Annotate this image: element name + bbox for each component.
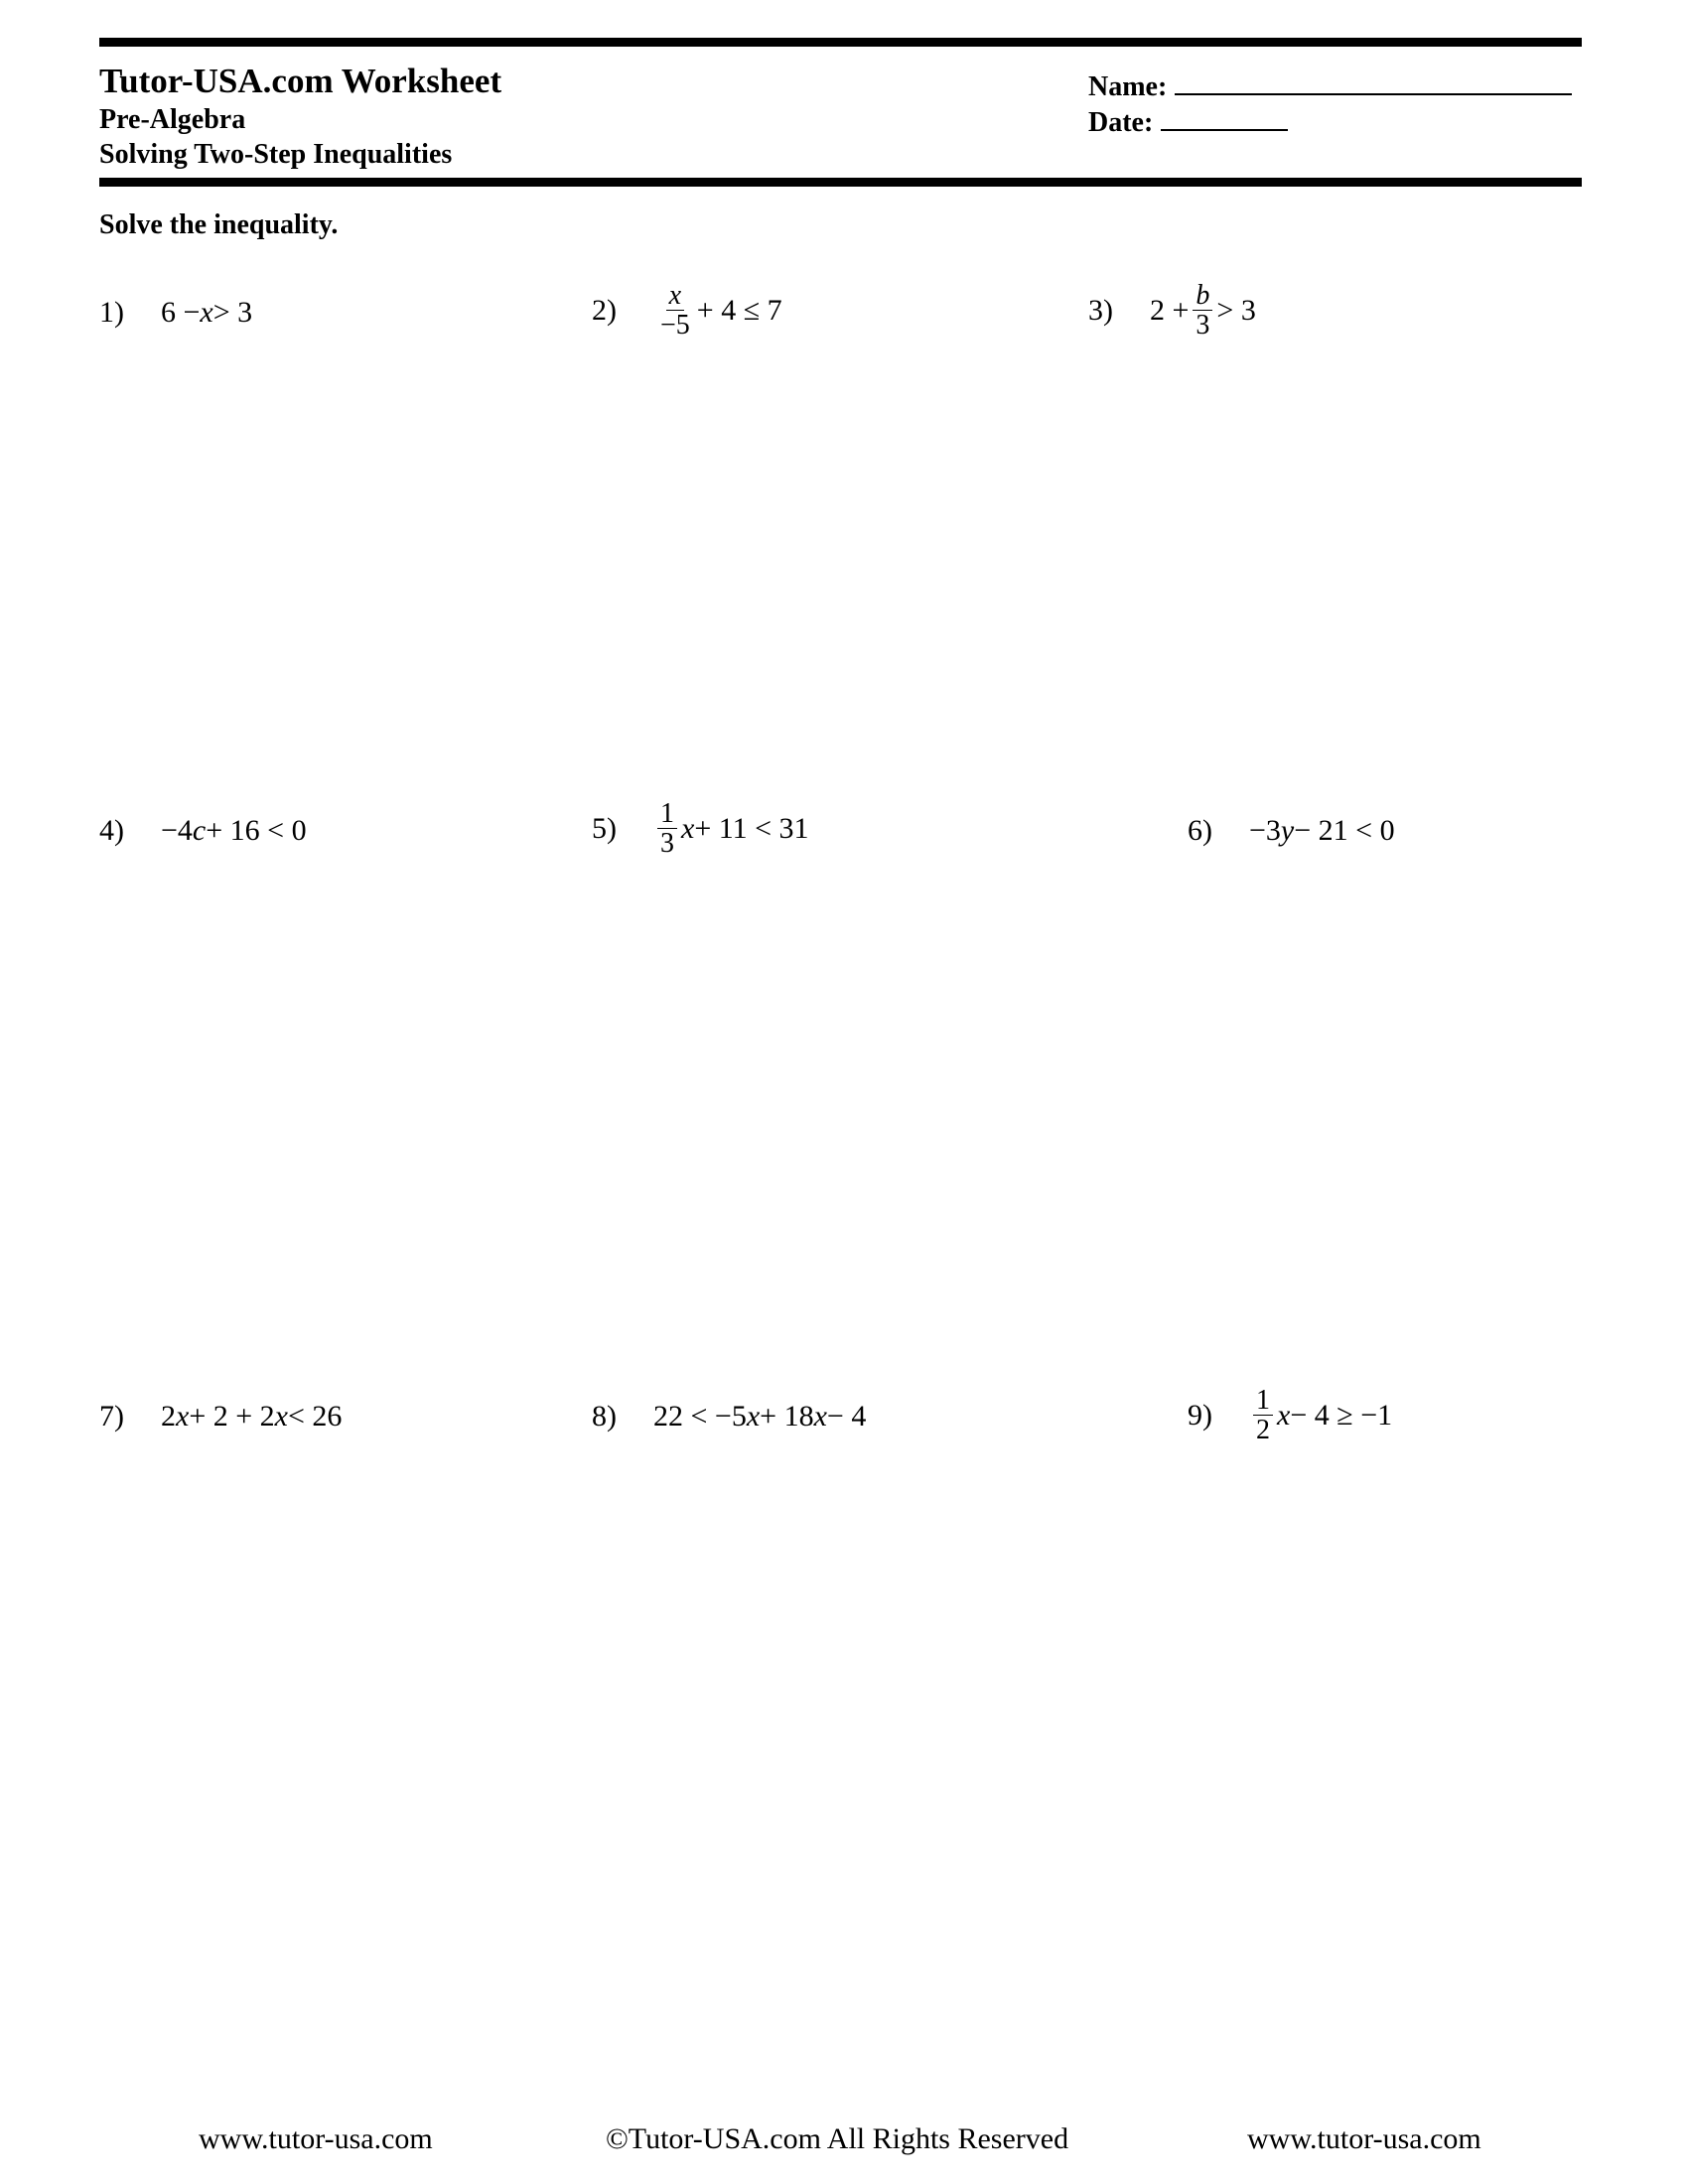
problem-expression <box>653 281 782 341</box>
fraction <box>1193 281 1212 341</box>
expr-variable: x <box>681 811 695 845</box>
expr-part: < 26 <box>288 1400 343 1433</box>
problem-6 <box>1188 816 1395 846</box>
expr-part: 2 + <box>1150 293 1190 327</box>
expr-part: − 4 <box>826 1400 867 1433</box>
problem-expression <box>161 816 307 846</box>
problem-expression <box>161 1402 342 1432</box>
expr-variable: y <box>1280 814 1295 847</box>
fraction-numerator: b <box>1193 281 1212 311</box>
expr-variable: x <box>200 296 213 329</box>
problem-number: 5) <box>592 811 617 845</box>
problem-expression <box>1249 816 1395 846</box>
expr-variable: x <box>746 1400 761 1433</box>
name-label: Name: <box>1088 71 1168 102</box>
problem-expression <box>1150 281 1256 341</box>
expr-part: − 4 ≥ −1 <box>1290 1398 1393 1432</box>
problem-9 <box>1188 1386 1392 1445</box>
worksheet-title: Tutor-USA.com Worksheet <box>99 62 502 100</box>
expr-part: > 3 <box>212 296 253 329</box>
problem-4 <box>99 816 307 846</box>
problem-1 <box>99 298 252 328</box>
fraction-denominator: 3 <box>660 828 674 860</box>
name-field <box>1088 71 1572 101</box>
date-blank[interactable] <box>1161 107 1288 131</box>
problem-number: 6) <box>1188 814 1212 847</box>
header-top-rule <box>99 38 1582 47</box>
expr-part: 6 − <box>161 296 201 329</box>
fraction-denominator: 2 <box>1256 1415 1270 1446</box>
problem-expression <box>653 1402 866 1432</box>
expr-part: + 2 + 2 <box>189 1400 275 1433</box>
problem-8 <box>592 1402 866 1432</box>
expr-part: −3 <box>1249 814 1281 847</box>
problem-2 <box>592 281 782 341</box>
header-bottom-rule <box>99 178 1582 187</box>
topic-label: Solving Two-Step Inequalities <box>99 139 453 170</box>
problem-7 <box>99 1402 342 1432</box>
date-field <box>1088 107 1288 137</box>
problem-3 <box>1088 281 1256 341</box>
fraction <box>657 799 677 859</box>
problem-number: 9) <box>1188 1398 1212 1432</box>
expr-part: + 4 ≤ 7 <box>696 293 782 327</box>
problem-number: 1) <box>99 296 124 329</box>
problem-number: 7) <box>99 1400 124 1433</box>
expr-part: + 11 < 31 <box>694 811 809 845</box>
fraction-numerator: 1 <box>657 799 677 829</box>
expr-part: 22 < −5 <box>653 1400 747 1433</box>
expr-variable: x <box>1277 1398 1291 1432</box>
name-blank[interactable] <box>1175 71 1572 95</box>
fraction <box>1253 1386 1273 1445</box>
footer-left-url[interactable]: www.tutor-usa.com <box>199 2122 433 2155</box>
problem-number: 4) <box>99 814 124 847</box>
expr-part: + 16 < 0 <box>206 814 307 847</box>
fraction-numerator: x <box>666 281 684 311</box>
expr-part: 2 <box>161 1400 176 1433</box>
fraction <box>657 281 693 341</box>
footer-right-url[interactable]: www.tutor-usa.com <box>1247 2122 1481 2155</box>
problem-expression <box>1249 1386 1392 1445</box>
footer-copyright: ©Tutor-USA.com All Rights Reserved <box>606 2122 1069 2155</box>
expr-part: − 21 < 0 <box>1294 814 1395 847</box>
expr-variable: x <box>176 1400 190 1433</box>
problem-expression <box>653 799 809 859</box>
fraction-numerator: 1 <box>1253 1386 1273 1416</box>
instruction: Solve the inequality. <box>99 209 339 240</box>
fraction-denominator: 3 <box>1196 310 1210 341</box>
subject-label: Pre-Algebra <box>99 104 246 135</box>
expr-part: + 18 <box>760 1400 814 1433</box>
problem-number: 3) <box>1088 293 1113 327</box>
expr-part: > 3 <box>1216 293 1256 327</box>
problem-number: 8) <box>592 1400 617 1433</box>
expr-variable: c <box>192 814 207 847</box>
problem-number: 2) <box>592 293 617 327</box>
fraction-denominator: −5 <box>660 310 690 341</box>
problem-expression <box>161 298 252 328</box>
problem-5 <box>592 799 809 859</box>
expr-variable: x <box>274 1400 288 1433</box>
expr-part: −4 <box>161 814 193 847</box>
date-label: Date: <box>1088 107 1154 138</box>
expr-variable: x <box>813 1400 827 1433</box>
